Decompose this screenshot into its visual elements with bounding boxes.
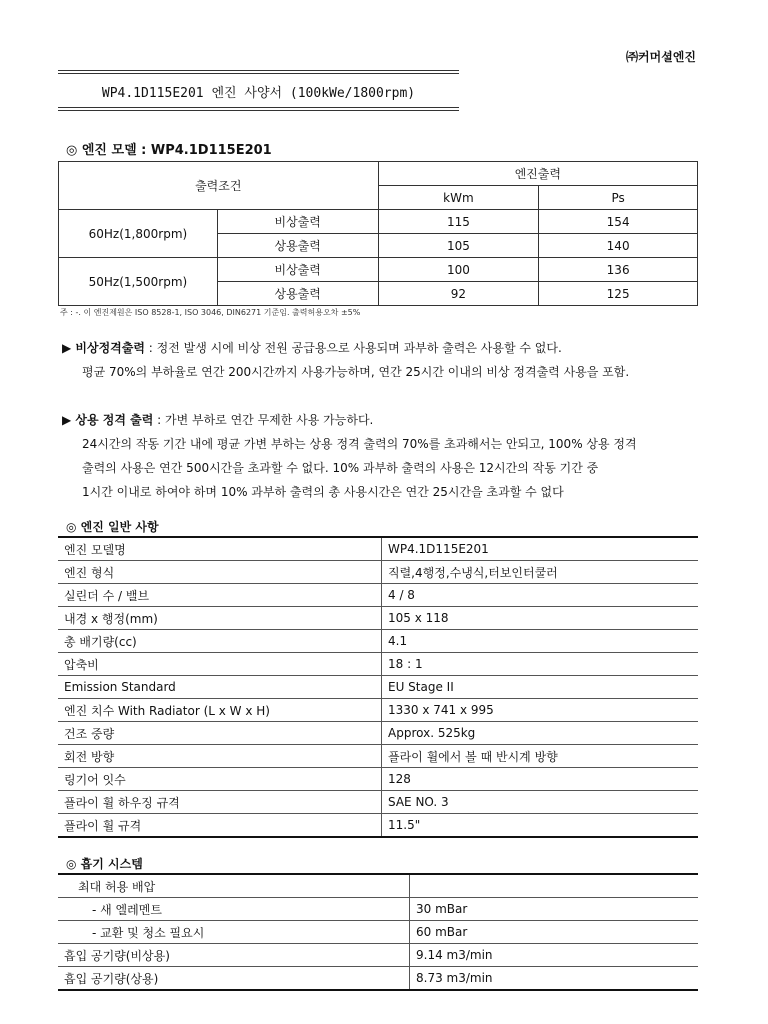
spec-label: 실린더 수 / 밸브	[58, 584, 382, 607]
general-spec-table	[58, 536, 698, 838]
unit-kwm: kWm	[378, 186, 539, 210]
spec-value: Approx. 525kg	[382, 722, 699, 745]
spec-value: 18 : 1	[382, 653, 699, 676]
footnote: 주 : -. 이 엔진제원은 ISO 8528-1, ISO 3046, DIN6271 기준임. 출력허용오차 ±5%	[60, 308, 361, 317]
kwm-cell: 115	[378, 210, 539, 234]
type-cell: 비상출력	[217, 210, 378, 234]
ps-cell: 136	[539, 258, 698, 282]
prime-text-1: : 가변 부하로 연간 무제한 사용 가능하다.	[153, 413, 374, 427]
table-row	[58, 745, 698, 768]
prime-text-2: 24시간의 작동 기간 내에 평균 가변 부하는 상용 정격 출력의 70%를 초과해서는 안되고, 100% 상용 정격	[82, 437, 637, 451]
freq-cell: 60Hz(1,800rpm)	[59, 210, 218, 258]
table-row	[58, 722, 698, 745]
spec-value: 직렬,4행정,수냉식,터보인터쿨러	[382, 561, 699, 584]
spec-label: 총 배기량(cc)	[58, 630, 382, 653]
spec-label: Emission Standard	[58, 676, 382, 699]
condition-header: 출력조건	[59, 162, 379, 210]
table-row	[58, 944, 698, 967]
prime-paragraph	[62, 408, 637, 504]
spec-label: 회전 방향	[58, 745, 382, 768]
spec-label: 엔진 모델명	[58, 537, 382, 561]
spec-value: 11.5"	[382, 814, 699, 838]
prime-text-3: 출력의 사용은 연간 500시간을 초과할 수 없다. 10% 과부하 출력의 사용은 12시간의 작동 기간 중	[82, 461, 599, 475]
title-bottom-rule	[58, 107, 459, 111]
table-row	[59, 258, 698, 282]
kwm-cell: 92	[378, 282, 539, 306]
standby-text-2: 평균 70%의 부하율로 연간 200시간까지 사용가능하며, 연간 25시간 이내의 비상 정격출력 사용을 포함.	[82, 365, 630, 379]
spec-label: 내경 x 행정(mm)	[58, 607, 382, 630]
spec-value: SAE NO. 3	[382, 791, 699, 814]
table-row	[58, 768, 698, 791]
table-row	[58, 537, 698, 561]
spec-label: 흡입 공기량(상용)	[58, 967, 410, 991]
table-row	[58, 630, 698, 653]
prime-label: ▶ 상용 정격 출력	[62, 413, 154, 427]
spec-label: 플라이 휠 하우징 규격	[58, 791, 382, 814]
spec-value: 플라이 휠에서 볼 때 반시계 방향	[382, 745, 699, 768]
table-row	[58, 653, 698, 676]
ps-cell: 154	[539, 210, 698, 234]
title-block	[58, 70, 459, 111]
table-row	[58, 967, 698, 991]
table-row	[58, 561, 698, 584]
spec-label: 압축비	[58, 653, 382, 676]
spec-label: 플라이 휠 규격	[58, 814, 382, 838]
standby-text-1: : 정전 발생 시에 비상 전원 공급용으로 사용되며 과부하 출력은 사용할 수 없다.	[144, 341, 562, 355]
table-row	[58, 921, 698, 944]
spec-label: 링기어 잇수	[58, 768, 382, 791]
company-name: ㈜커머셜엔진	[626, 50, 696, 64]
table-row	[58, 814, 698, 838]
table-row	[58, 676, 698, 699]
table-row	[58, 699, 698, 722]
spec-label: 엔진 형식	[58, 561, 382, 584]
kwm-cell: 100	[378, 258, 539, 282]
table-row	[58, 874, 698, 898]
spec-label: 건조 중량	[58, 722, 382, 745]
standby-paragraph	[62, 336, 629, 384]
table-row	[58, 898, 698, 921]
spec-value: WP4.1D115E201	[382, 537, 699, 561]
spec-label: 최대 허용 배압	[58, 874, 410, 898]
table-row	[58, 791, 698, 814]
ps-cell: 140	[539, 234, 698, 258]
unit-ps: Ps	[539, 186, 698, 210]
spec-label: 흡입 공기량(비상용)	[58, 944, 410, 967]
spec-label: - 교환 및 청소 필요시	[58, 921, 410, 944]
table-row	[58, 584, 698, 607]
spec-label: - 새 엘레멘트	[58, 898, 410, 921]
ps-cell: 125	[539, 282, 698, 306]
general-heading: ◎ 엔진 일반 사항	[66, 520, 159, 534]
type-cell: 상용출력	[217, 282, 378, 306]
prime-text-4: 1시간 이내로 하여야 하며 10% 과부하 출력의 총 사용시간은 연간 25시간을 초과할 수 없다	[82, 485, 564, 499]
output-header: 엔진출력	[378, 162, 697, 186]
intake-spec-table	[58, 873, 698, 991]
document-title: WP4.1D115E201 엔진 사양서 (100kWe/1800rpm)	[101, 86, 416, 101]
spec-value: 128	[382, 768, 699, 791]
table-row	[59, 210, 698, 234]
spec-value: EU Stage II	[382, 676, 699, 699]
spec-value: 1330 x 741 x 995	[382, 699, 699, 722]
type-cell: 상용출력	[217, 234, 378, 258]
spec-value: 105 x 118	[382, 607, 699, 630]
type-cell: 비상출력	[217, 258, 378, 282]
spec-value: 4 / 8	[382, 584, 699, 607]
spec-value: 9.14 m3/min	[410, 944, 699, 967]
output-table	[58, 161, 698, 306]
standby-label: ▶ 비상정격출력	[62, 341, 145, 355]
spec-value: 30 mBar	[410, 898, 699, 921]
spec-value: 4.1	[382, 630, 699, 653]
freq-cell: 50Hz(1,500rpm)	[59, 258, 218, 306]
table-row	[58, 607, 698, 630]
kwm-cell: 105	[378, 234, 539, 258]
spec-value	[410, 874, 699, 898]
spec-label: 엔진 치수 With Radiator (L x W x H)	[58, 699, 382, 722]
intake-heading: ◎ 흡기 시스템	[66, 857, 143, 871]
spec-value: 8.73 m3/min	[410, 967, 699, 991]
spec-value: 60 mBar	[410, 921, 699, 944]
engine-model-heading: ◎ 엔진 모델 : WP4.1D115E201	[66, 143, 272, 158]
